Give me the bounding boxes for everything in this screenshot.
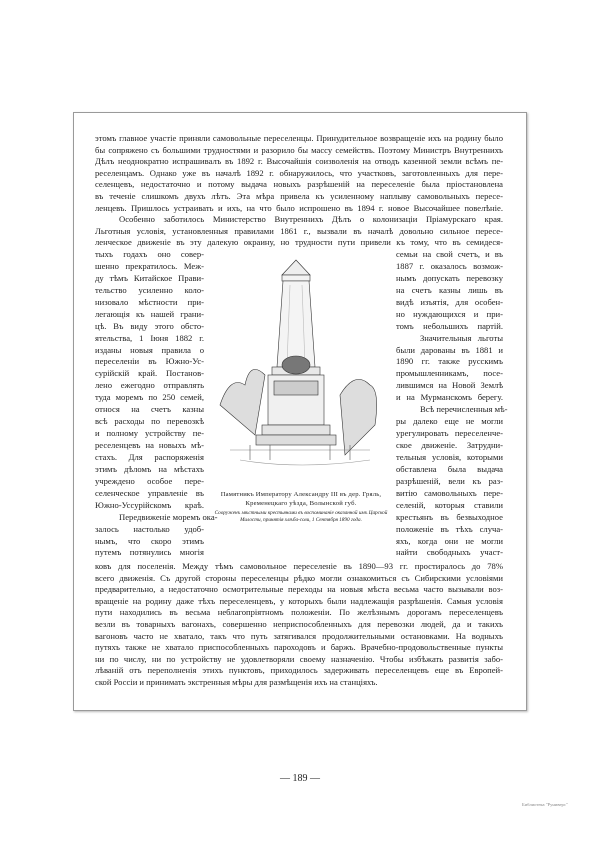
text-line: всѣ расходы по перевозкѣ [95, 416, 204, 427]
text-line: селенческое управленіе въ [95, 487, 204, 498]
text-line: селеній, которыя ставили [396, 499, 503, 510]
text-line: этомъ главное участіе приняли самовольные переселенцы. Принудительное возвращеніе ихъ на родину было [95, 133, 503, 143]
text-line: и полному устройству пе- [95, 428, 204, 439]
text-line: относя на счетъ казны [95, 404, 204, 415]
text-line: Южно-Уссурійскомъ краѣ. [95, 499, 204, 510]
text-line: ятельства, 1 Іюня 1882 г. [95, 332, 204, 343]
caption-note: Сооруженъ мѣстными крестьянами въ воспоминаніе оказанной имъ Царской Милости, принятія хлѣба-соли, 1 Сентября 1890 года. [214, 510, 388, 523]
text-line: ское движеніе. Затрудни- [396, 440, 503, 450]
text-line: легающія къ нашей грани- [95, 308, 204, 319]
text-line: шенно прекратилось. Меж- [95, 260, 204, 271]
text-line: на счетъ казны лишь въ [396, 284, 503, 295]
text-line: Передвиженіе моремъ ока- [119, 511, 218, 522]
text-line: везли въ товарныхъ вагонахъ, совершенно неприспособленныхъ для перевозки людей, да и такихъ [95, 618, 503, 629]
text-line: Дѣлъ неоднократно испрашивалъ въ 1892 г. Высочайшія соизволенія на отводъ казенной земли всѣмъ пе- [95, 156, 503, 167]
text-line: семьи на свой счетъ, и въ [396, 249, 503, 259]
right-column-text [396, 249, 508, 559]
caption-title: Памятникъ Императору Александру III въ дер. Гряль, Кременецкаго уѣзда, Волынской губ. [220, 491, 382, 507]
text-line: предварительно, а недостаточно осмотрительные переходы на новыя мѣста весьма часто вызывали воз- [95, 584, 503, 595]
text-line: изданы новыя правила о [95, 344, 204, 355]
text-line: Значительныя льготы [420, 332, 503, 343]
text-line: тельныя условія, которыми [396, 451, 503, 462]
text-line: пути находились въ весьма неблагопріятномъ положеніи. По желѣзнымъ дорогамъ переселенцевъ [95, 607, 503, 618]
text-line: но нуждающихся и при- [396, 308, 503, 319]
figure-caption [212, 490, 390, 524]
text-line: путяхъ также не хватало приспособленныхъ пароходовъ и баржъ. Врачебно-продовольственные пункты [95, 642, 503, 653]
text-line: лено ежегодно отправлять [95, 380, 204, 391]
text-line: обставлена была выдача [396, 463, 503, 474]
text-line: стахъ. Для распоряженія [95, 451, 204, 462]
text-line: Льготныя условія, установленныя правилами 1861 г., вызвали въ началѣ довольно сильное пересе- [95, 225, 503, 236]
text-line: вагоновъ часто не хватало, такъ что путь затягивался продолжительными остановками. На водныхъ [95, 630, 503, 641]
bottom-paragraph [95, 561, 503, 689]
text-line: селенцевъ, недостаточно и потому выдача новыхъ разрѣшеній на переселеніе была пріостановлена [95, 179, 503, 190]
text-line: крестьянъ въ безвыходное [396, 511, 503, 522]
text-line: промышленникамъ, посе- [396, 368, 503, 379]
text-line: тельство усиленно коло- [95, 284, 204, 295]
text-line: Особенно заботилось Министерство Внутреннихъ Дѣлъ о колонизаціи Пріамурскаго края. [119, 214, 503, 225]
text-line: бы сопряжено съ большими трудностями и разорило бы массу семействъ. Поэтому Министръ Внутреннихъ [95, 144, 503, 155]
text-line: ской Россіи и принимать экстренныя мѣры для размѣщенія ихъ на станціяхъ. [95, 676, 378, 687]
text-line: путемъ потянулись многія [95, 547, 204, 558]
text-line: залось настолько удоб- [95, 523, 204, 534]
text-line: урегулировать переселенче- [396, 428, 503, 439]
monument-illustration [210, 255, 390, 485]
text-line: переселеніи въ Южно-Ус- [95, 356, 204, 367]
text-line: видѣ изъятія, для особен- [396, 296, 503, 307]
text-line: учреждено особое пере- [95, 475, 204, 486]
text-line: витію самовольныхъ пере- [396, 487, 503, 498]
text-line: реселенцамъ. Однако уже въ началѣ 1892 г. обнаружилось, что участковъ, заготовленныхъ для пере- [95, 167, 503, 178]
text-line: ры далеко еще не могли [396, 416, 503, 427]
text-line: ни по числу, ни по устройству не удовлетворяли своему назначенію. Чтобы избѣжать развитія забо- [95, 653, 503, 664]
text-line: 1890 гг. также русскимъ [396, 356, 503, 367]
text-line: положеніе въ тѣхъ случа- [396, 523, 503, 534]
text-line: сурійскій край. Постанов- [95, 368, 204, 379]
page-number: — 189 — [280, 773, 320, 784]
text-line: всего движенія. Съ другой стороны переселенцы рѣдко могли ознакомиться съ Сибирскими условіями [95, 572, 503, 583]
text-line: и на Мурманскомъ берегу. [396, 392, 503, 403]
text-line: лѣваній отъ переполненія этихъ пунктовъ, приходилось задерживать переселенцевъ еще въ Европей- [95, 665, 503, 676]
text-line: ленцевъ. Пришлось устраивать и ихъ, на что было испрошено въ 1894 г. новое Высочайшее повелѣніе. [95, 202, 503, 213]
text-line: найти свободныхъ участ- [396, 547, 503, 558]
text-line: Всѣ перечисленныя мѣ- [420, 404, 508, 415]
text-line: реселенцевъ на новыхъ мѣ- [95, 440, 204, 450]
text-line: ду тѣмъ Китайское Прави- [95, 272, 204, 283]
text-line: нымъ допускать перевозку [396, 272, 503, 283]
text-line: 1887 г. оказалось возмож- [396, 260, 503, 271]
library-watermark: Библиотека "Руниверс" [522, 802, 568, 807]
text-line: туда моремъ по 250 семей, [95, 392, 204, 403]
text-line: ковъ для поселенія. Между тѣмъ самовольное переселеніе въ 1890—93 гг. простиралось до 78% [95, 561, 503, 571]
text-line: цѣ. Въ виду этого обсто- [95, 320, 204, 331]
text-line: нымъ, что скоро этимъ [95, 535, 204, 546]
text-line: томъ небольшихъ партій. [396, 320, 503, 331]
text-line: тыхъ годахъ оно совер- [95, 249, 204, 259]
text-line: вращеніе на родину даже тѣхъ переселенцевъ, у которыхъ были надлежащія разрѣшенія. Самыя условія [95, 595, 503, 606]
left-column-text [95, 249, 218, 559]
text-line: въ теченіе слишкомъ двухъ лѣтъ. Эта мѣра привела къ усиленному наплыву самовольныхъ пересе- [95, 190, 503, 201]
text-line: низовало мѣстности при- [95, 296, 204, 307]
text-line: ленческое движеніе въ эту далекую окраину, но трудности пути привели къ тому, что въ семидеся- [95, 237, 503, 248]
text-line: разрѣшеній, вели къ раз- [396, 475, 503, 486]
text-line: были дарованы въ 1881 и [396, 344, 503, 355]
text-line: яхъ, когда они не могли [396, 535, 503, 546]
top-paragraphs [95, 133, 503, 249]
text-line: лившимся на Новой Землѣ [396, 380, 503, 391]
text-line: этимъ дѣломъ на мѣстахъ [95, 463, 204, 474]
